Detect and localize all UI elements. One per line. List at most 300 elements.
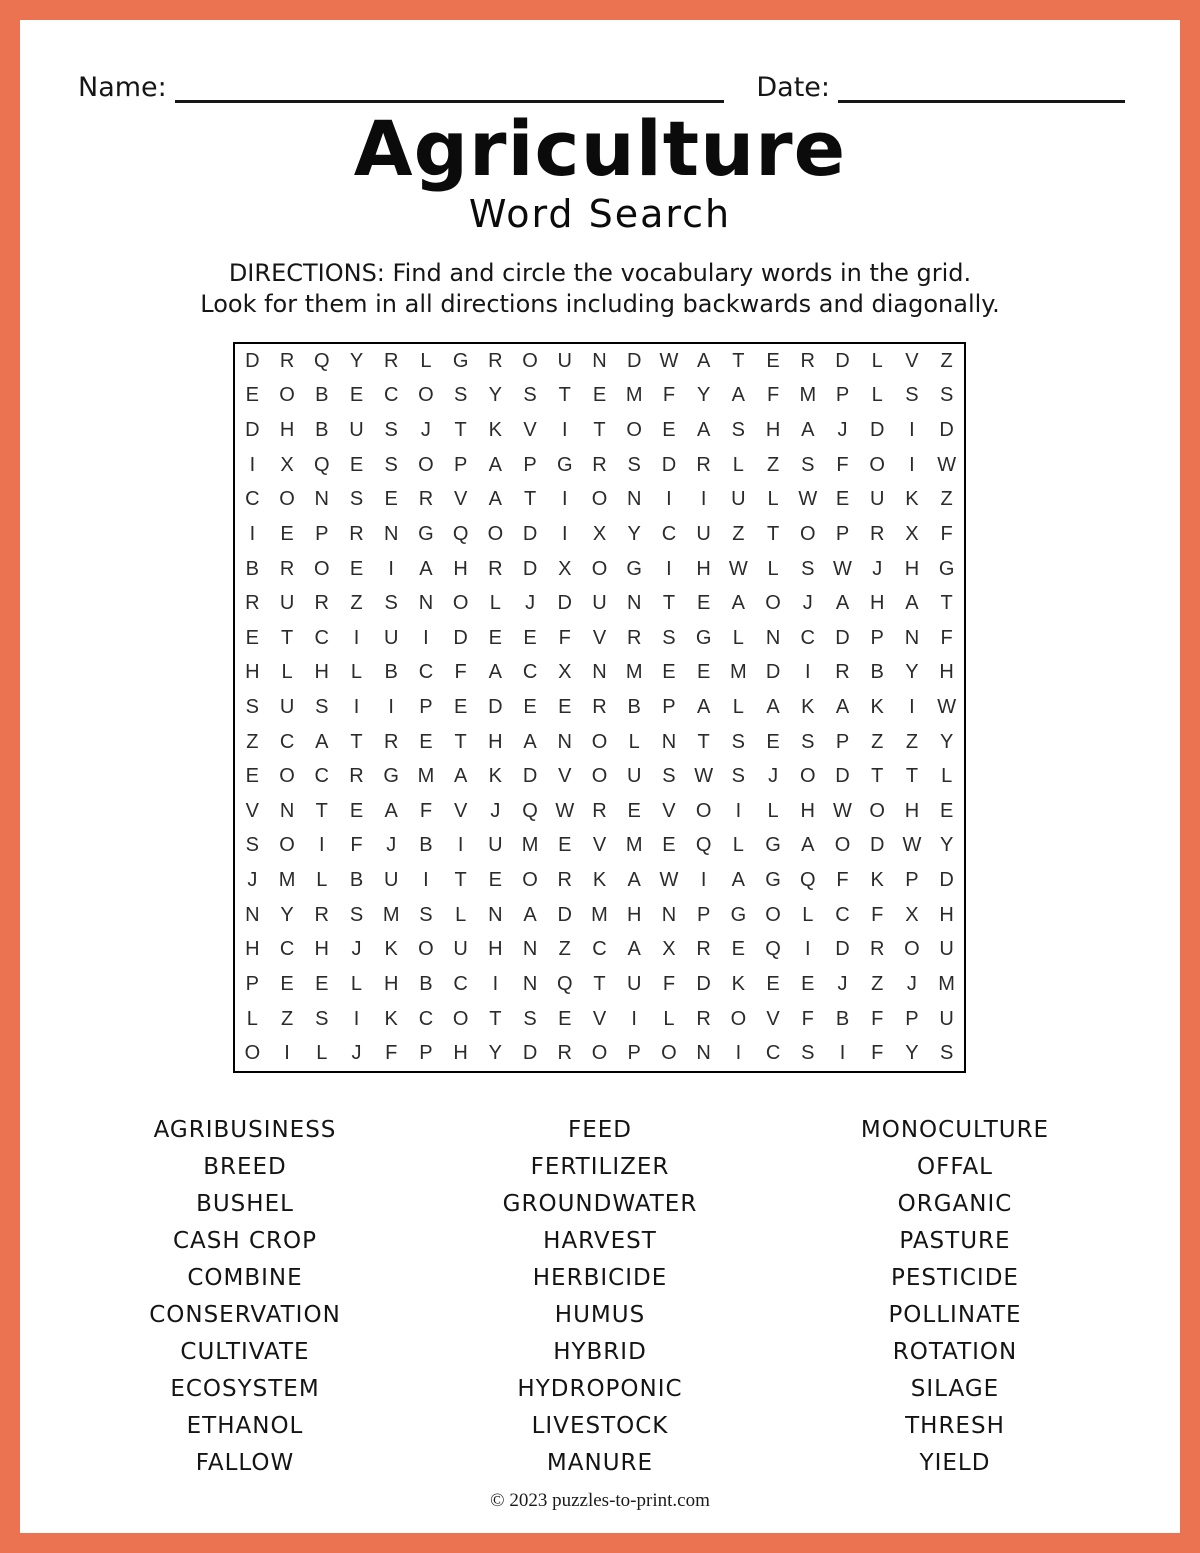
grid-cell: R <box>488 349 503 372</box>
grid-cell: J <box>872 557 883 580</box>
grid-cell: N <box>522 972 538 995</box>
grid-cell: P <box>453 453 468 476</box>
grid-cell: F <box>766 384 780 407</box>
grid-cell: E <box>731 938 746 961</box>
grid-cell: R <box>696 938 711 961</box>
grid-cell: C <box>245 488 260 511</box>
grid-cell: K <box>592 869 607 892</box>
grid-cell: E <box>245 765 260 788</box>
grid-cell: O <box>869 799 885 822</box>
grid-cell: V <box>453 799 468 822</box>
grid-cell: B <box>245 557 260 580</box>
grid-cell: V <box>592 626 607 649</box>
grid-cell: L <box>941 765 953 788</box>
grid-cell: O <box>765 592 781 615</box>
grid-cell: J <box>906 972 917 995</box>
grid-cell: B <box>315 384 329 407</box>
grid-cell: K <box>870 695 884 718</box>
grid-cell: T <box>350 730 363 753</box>
grid-cell: I <box>492 972 499 995</box>
grid-cell: G <box>730 903 747 926</box>
grid-cell: Q <box>314 453 330 476</box>
grid-cell: E <box>558 834 572 857</box>
grid-cell: T <box>489 1007 502 1030</box>
grid-cell: P <box>835 384 850 407</box>
grid-cell: A <box>627 869 641 892</box>
grid-cell: E <box>349 453 364 476</box>
grid-cell: O <box>591 730 608 753</box>
grid-cell: T <box>280 626 294 649</box>
grid-cell: J <box>490 799 501 822</box>
grid-cell: A <box>905 592 919 615</box>
grid-cell: A <box>488 661 503 684</box>
grid-cell: N <box>488 903 503 926</box>
grid-cell: N <box>383 522 399 545</box>
grid-cell: C <box>279 730 295 753</box>
grid-cell: I <box>388 557 394 580</box>
grid-cell: G <box>938 557 955 580</box>
grid-cell: U <box>626 765 642 788</box>
grid-cell: H <box>245 661 260 684</box>
grid-cell: R <box>349 522 364 545</box>
grid-cell: R <box>383 349 399 372</box>
grid-cell: D <box>835 765 850 788</box>
grid-cell: H <box>453 557 468 580</box>
grid-cell: J <box>420 419 431 442</box>
grid-cell: L <box>455 903 467 926</box>
grid-cell: S <box>315 1007 329 1030</box>
grid-cell: O <box>800 522 816 545</box>
grid-cell: E <box>280 972 294 995</box>
grid-cell: I <box>284 1042 290 1065</box>
grid-cell: I <box>423 626 429 649</box>
grid-cell: C <box>661 522 677 545</box>
grid-cell: B <box>627 695 641 718</box>
grid-cell: S <box>384 419 398 442</box>
grid-cell: M <box>938 972 955 995</box>
grid-cell: W <box>833 799 852 822</box>
grid-cell: R <box>592 453 607 476</box>
grid-cell: Y <box>280 903 294 926</box>
grid-cell: S <box>419 903 433 926</box>
grid-cell: U <box>939 1007 954 1030</box>
grid-cell: N <box>661 903 677 926</box>
grid-cell: T <box>593 972 606 995</box>
page-subtitle: Word Search <box>468 192 732 236</box>
grid-cell: S <box>731 765 746 788</box>
grid-cell: Q <box>314 349 330 372</box>
grid-cell: H <box>626 903 642 926</box>
grid-cell: P <box>523 453 537 476</box>
footer-credit: © 2023 puzzles-to-print.com <box>490 1490 710 1511</box>
grid-cell: A <box>315 730 329 753</box>
grid-cell: T <box>593 419 606 442</box>
grid-cell: W <box>937 695 957 718</box>
grid-cell: U <box>731 488 746 511</box>
word-item: CASH CROP <box>172 1228 317 1254</box>
grid-cell: N <box>626 488 642 511</box>
grid-cell: M <box>382 903 400 926</box>
grid-cell: T <box>871 765 884 788</box>
grid-cell: E <box>523 695 537 718</box>
grid-cell: E <box>662 419 676 442</box>
grid-cell: C <box>314 765 329 788</box>
grid-cell: Y <box>627 522 641 545</box>
grid-cell: S <box>801 453 815 476</box>
grid-cell: G <box>626 557 642 580</box>
grid-cell: N <box>314 488 329 511</box>
grid-cell: C <box>800 626 815 649</box>
grid-cell: Z <box>905 730 919 753</box>
grid-cell: R <box>696 453 711 476</box>
grid-cell: R <box>557 1042 572 1065</box>
grid-cell: Z <box>940 349 953 372</box>
grid-cell: E <box>835 488 850 511</box>
grid-cell: U <box>488 834 503 857</box>
grid-cell: I <box>735 799 742 822</box>
grid-cell: E <box>384 488 398 511</box>
grid-cell: W <box>728 557 748 580</box>
grid-cell: K <box>384 1007 398 1030</box>
word-item: CULTIVATE <box>180 1339 310 1365</box>
grid-cell: F <box>940 522 953 545</box>
grid-cell: W <box>833 557 852 580</box>
grid-cell: H <box>488 938 503 961</box>
grid-cell: E <box>558 1007 572 1030</box>
word-item: COMBINE <box>187 1265 303 1291</box>
grid-cell: B <box>349 869 364 892</box>
word-item: THRESH <box>905 1413 1005 1439</box>
grid-cell: X <box>280 453 294 476</box>
grid-cell: N <box>592 349 607 372</box>
word-item: BREED <box>203 1154 287 1180</box>
grid-cell: Z <box>871 972 884 995</box>
grid-cell: Z <box>732 522 745 545</box>
grid-cell: R <box>696 1007 711 1030</box>
grid-cell: C <box>522 661 538 684</box>
grid-cell: I <box>700 869 707 892</box>
grid-cell: X <box>558 661 572 684</box>
word-item: HUMUS <box>554 1302 646 1328</box>
grid-cell: U <box>453 938 468 961</box>
grid-cell: R <box>800 349 815 372</box>
grid-cell: O <box>591 765 608 788</box>
grid-cell: U <box>279 592 295 615</box>
grid-cell: E <box>488 626 503 649</box>
directions-line-2: Look for them in all directions including backwards and diagonally. <box>200 290 1000 318</box>
directions-line-1: DIRECTIONS: Find and circle the vocabulary words in the grid. <box>228 259 972 287</box>
grid-cell: Z <box>766 453 780 476</box>
grid-cell: L <box>663 1007 675 1030</box>
grid-cell: O <box>904 938 920 961</box>
grid-cell: E <box>315 972 329 995</box>
grid-cell: A <box>523 730 537 753</box>
grid-cell: L <box>350 661 363 684</box>
word-item: HYDROPONIC <box>517 1376 683 1402</box>
grid-cell: E <box>419 730 433 753</box>
grid-cell: O <box>418 384 434 407</box>
grid-cell: D <box>245 349 260 372</box>
grid-cell: S <box>245 834 260 857</box>
grid-cell: B <box>315 419 329 442</box>
grid-cell: I <box>909 419 915 442</box>
grid-cell: L <box>420 349 432 372</box>
grid-cell: A <box>696 349 711 372</box>
grid-cell: Q <box>765 938 781 961</box>
grid-cell: O <box>800 765 816 788</box>
grid-cell: E <box>349 557 364 580</box>
grid-cell: S <box>315 695 329 718</box>
grid-cell: Z <box>871 730 884 753</box>
word-search-grid <box>233 342 966 1073</box>
grid-cell: E <box>280 522 294 545</box>
grid-cell: M <box>625 834 643 857</box>
grid-cell: T <box>558 384 571 407</box>
grid-cell: H <box>453 1042 468 1065</box>
word-list-column-3 <box>770 1112 1140 1482</box>
grid-cell: O <box>695 799 712 822</box>
date-blank-line <box>838 70 1125 103</box>
word-item: ECOSYSTEM <box>170 1376 320 1402</box>
grid-cell: F <box>662 972 676 995</box>
grid-cell: T <box>697 730 710 753</box>
grid-cell: V <box>245 799 260 822</box>
grid-cell: N <box>765 626 781 649</box>
grid-cell: T <box>315 799 328 822</box>
grid-cell: I <box>562 522 568 545</box>
grid-cell: F <box>662 384 676 407</box>
grid-cell: N <box>696 1042 711 1065</box>
grid-cell: S <box>731 730 746 753</box>
grid-cell: E <box>245 384 260 407</box>
grid-cell: R <box>279 349 295 372</box>
grid-cell: L <box>246 1007 258 1030</box>
grid-cell: G <box>418 522 434 545</box>
grid-cell: E <box>696 592 711 615</box>
grid-cell: S <box>349 903 364 926</box>
grid-cell: O <box>591 1042 608 1065</box>
grid-cell: M <box>730 661 747 684</box>
grid-cell: N <box>661 730 677 753</box>
grid-cell: P <box>419 695 433 718</box>
grid-cell: G <box>695 626 712 649</box>
grid-cell: W <box>798 488 818 511</box>
word-item: OFFAL <box>917 1154 993 1180</box>
grid-cell: L <box>732 695 744 718</box>
grid-cell: D <box>557 903 572 926</box>
word-item: MANURE <box>546 1450 654 1476</box>
grid-cell: Z <box>246 730 259 753</box>
grid-cell: N <box>592 661 607 684</box>
grid-cell: T <box>732 349 745 372</box>
grid-cell: K <box>731 972 746 995</box>
grid-cell: P <box>662 695 676 718</box>
grid-cell: K <box>488 765 503 788</box>
grid-cell: S <box>523 384 537 407</box>
word-item: FERTILIZER <box>530 1154 670 1180</box>
grid-cell: E <box>801 972 815 995</box>
word-item: ROTATION <box>892 1339 1018 1365</box>
grid-cell: E <box>766 972 780 995</box>
grid-cell: K <box>384 938 398 961</box>
grid-cell: H <box>314 661 329 684</box>
grid-cell: H <box>939 903 954 926</box>
grid-cell: I <box>319 834 325 857</box>
grid-cell: O <box>834 834 851 857</box>
grid-cell: C <box>418 1007 434 1030</box>
grid-cell: I <box>562 488 568 511</box>
grid-cell: C <box>765 1042 781 1065</box>
grid-cell: S <box>905 384 919 407</box>
grid-cell: O <box>244 1042 261 1065</box>
grid-cell: P <box>627 1042 641 1065</box>
grid-cell: S <box>523 1007 537 1030</box>
grid-cell: E <box>349 384 364 407</box>
grid-cell: R <box>245 592 260 615</box>
grid-cell: I <box>353 1007 360 1030</box>
grid-cell: V <box>592 1007 607 1030</box>
word-item: AGRIBUSINESS <box>153 1117 337 1143</box>
grid-cell: I <box>666 557 672 580</box>
word-item: ORGANIC <box>897 1191 1013 1217</box>
grid-cell: A <box>696 419 711 442</box>
grid-cell: B <box>870 661 884 684</box>
grid-cell: O <box>765 903 781 926</box>
grid-cell: W <box>659 349 679 372</box>
grid-cell: R <box>349 765 364 788</box>
grid-cell: I <box>457 834 464 857</box>
grid-cell: P <box>905 1007 919 1030</box>
grid-cell: S <box>384 453 398 476</box>
grid-cell: V <box>523 419 537 442</box>
grid-cell: W <box>555 799 575 822</box>
grid-cell: R <box>557 869 572 892</box>
grid-cell: Q <box>695 834 712 857</box>
grid-cell: T <box>454 419 467 442</box>
grid-cell: I <box>631 1007 637 1030</box>
grid-cell: B <box>419 834 433 857</box>
grid-cell: L <box>350 972 363 995</box>
grid-cell: Q <box>557 972 573 995</box>
grid-cell: R <box>488 557 503 580</box>
grid-cell: B <box>835 1007 850 1030</box>
grid-cell: M <box>417 765 435 788</box>
grid-cell: O <box>279 488 295 511</box>
grid-cell: I <box>735 1042 742 1065</box>
grid-cell: S <box>801 730 815 753</box>
name-date-row <box>78 70 1125 103</box>
grid-cell: O <box>661 1042 677 1065</box>
grid-cell: O <box>418 453 434 476</box>
grid-cell: O <box>522 869 538 892</box>
grid-cell: D <box>696 972 711 995</box>
grid-cell: N <box>418 592 434 615</box>
grid-cell: C <box>453 972 468 995</box>
grid-cell: F <box>454 661 467 684</box>
grid-cell: R <box>869 938 885 961</box>
grid-cell: E <box>627 799 641 822</box>
grid-cell: D <box>939 419 954 442</box>
grid-cell: X <box>592 522 607 545</box>
grid-cell: P <box>696 903 711 926</box>
grid-cell: A <box>696 695 711 718</box>
grid-cell: Z <box>280 1007 294 1030</box>
grid-cell: F <box>871 1007 884 1030</box>
grid-cell: P <box>835 522 850 545</box>
grid-cell: A <box>488 488 503 511</box>
grid-cell: J <box>525 592 536 615</box>
grid-cell: M <box>799 384 817 407</box>
grid-cell: V <box>453 488 468 511</box>
grid-cell: I <box>388 695 394 718</box>
grid-cell: A <box>731 869 746 892</box>
grid-cell: R <box>592 695 607 718</box>
grid-cell: H <box>904 557 920 580</box>
grid-cell: X <box>905 522 919 545</box>
grid-cell: I <box>353 695 360 718</box>
grid-cell: J <box>351 1042 362 1065</box>
grid-cell: D <box>869 419 885 442</box>
grid-cell: A <box>835 592 850 615</box>
grid-cell: C <box>418 661 434 684</box>
grid-cell: D <box>522 1042 538 1065</box>
word-item: LIVESTOCK <box>531 1413 669 1439</box>
grid-cell: X <box>662 938 676 961</box>
grid-cell: J <box>768 765 779 788</box>
grid-cell: R <box>835 661 850 684</box>
grid-cell: J <box>351 938 362 961</box>
word-item: PASTURE <box>899 1228 1011 1254</box>
grid-cell: E <box>939 799 954 822</box>
grid-cell: A <box>766 695 780 718</box>
grid-cell: G <box>452 349 469 372</box>
grid-cell: F <box>419 799 433 822</box>
grid-cell: E <box>662 834 676 857</box>
grid-cell: P <box>245 972 260 995</box>
grid-cell: G <box>765 834 781 857</box>
grid-cell: G <box>765 869 781 892</box>
grid-cell: H <box>939 661 954 684</box>
grid-cell: E <box>523 626 537 649</box>
grid-cell: T <box>454 730 467 753</box>
grid-cell: M <box>278 869 296 892</box>
word-item: POLLINATE <box>888 1302 1022 1328</box>
grid-cell: N <box>904 626 920 649</box>
grid-cell: W <box>694 765 714 788</box>
grid-cell: V <box>558 765 572 788</box>
grid-cell: S <box>627 453 641 476</box>
grid-cell: Y <box>939 834 954 857</box>
grid-cell: D <box>661 453 677 476</box>
grid-cell: F <box>558 626 571 649</box>
grid-cell: C <box>314 626 329 649</box>
grid-cell: O <box>591 557 608 580</box>
grid-cell: Y <box>488 1042 503 1065</box>
grid-cell: I <box>839 1042 846 1065</box>
grid-cell: T <box>940 592 953 615</box>
grid-cell: J <box>837 419 848 442</box>
grid-cell: O <box>522 349 538 372</box>
word-item: MONOCULTURE <box>860 1117 1050 1143</box>
grid-cell: M <box>625 661 643 684</box>
grid-cell: P <box>315 522 329 545</box>
grid-cell: R <box>869 522 885 545</box>
grid-cell: H <box>765 419 781 442</box>
grid-cell: P <box>870 626 884 649</box>
grid-cell: H <box>245 938 260 961</box>
page-title: Agriculture <box>353 104 847 193</box>
grid-cell: U <box>626 972 642 995</box>
